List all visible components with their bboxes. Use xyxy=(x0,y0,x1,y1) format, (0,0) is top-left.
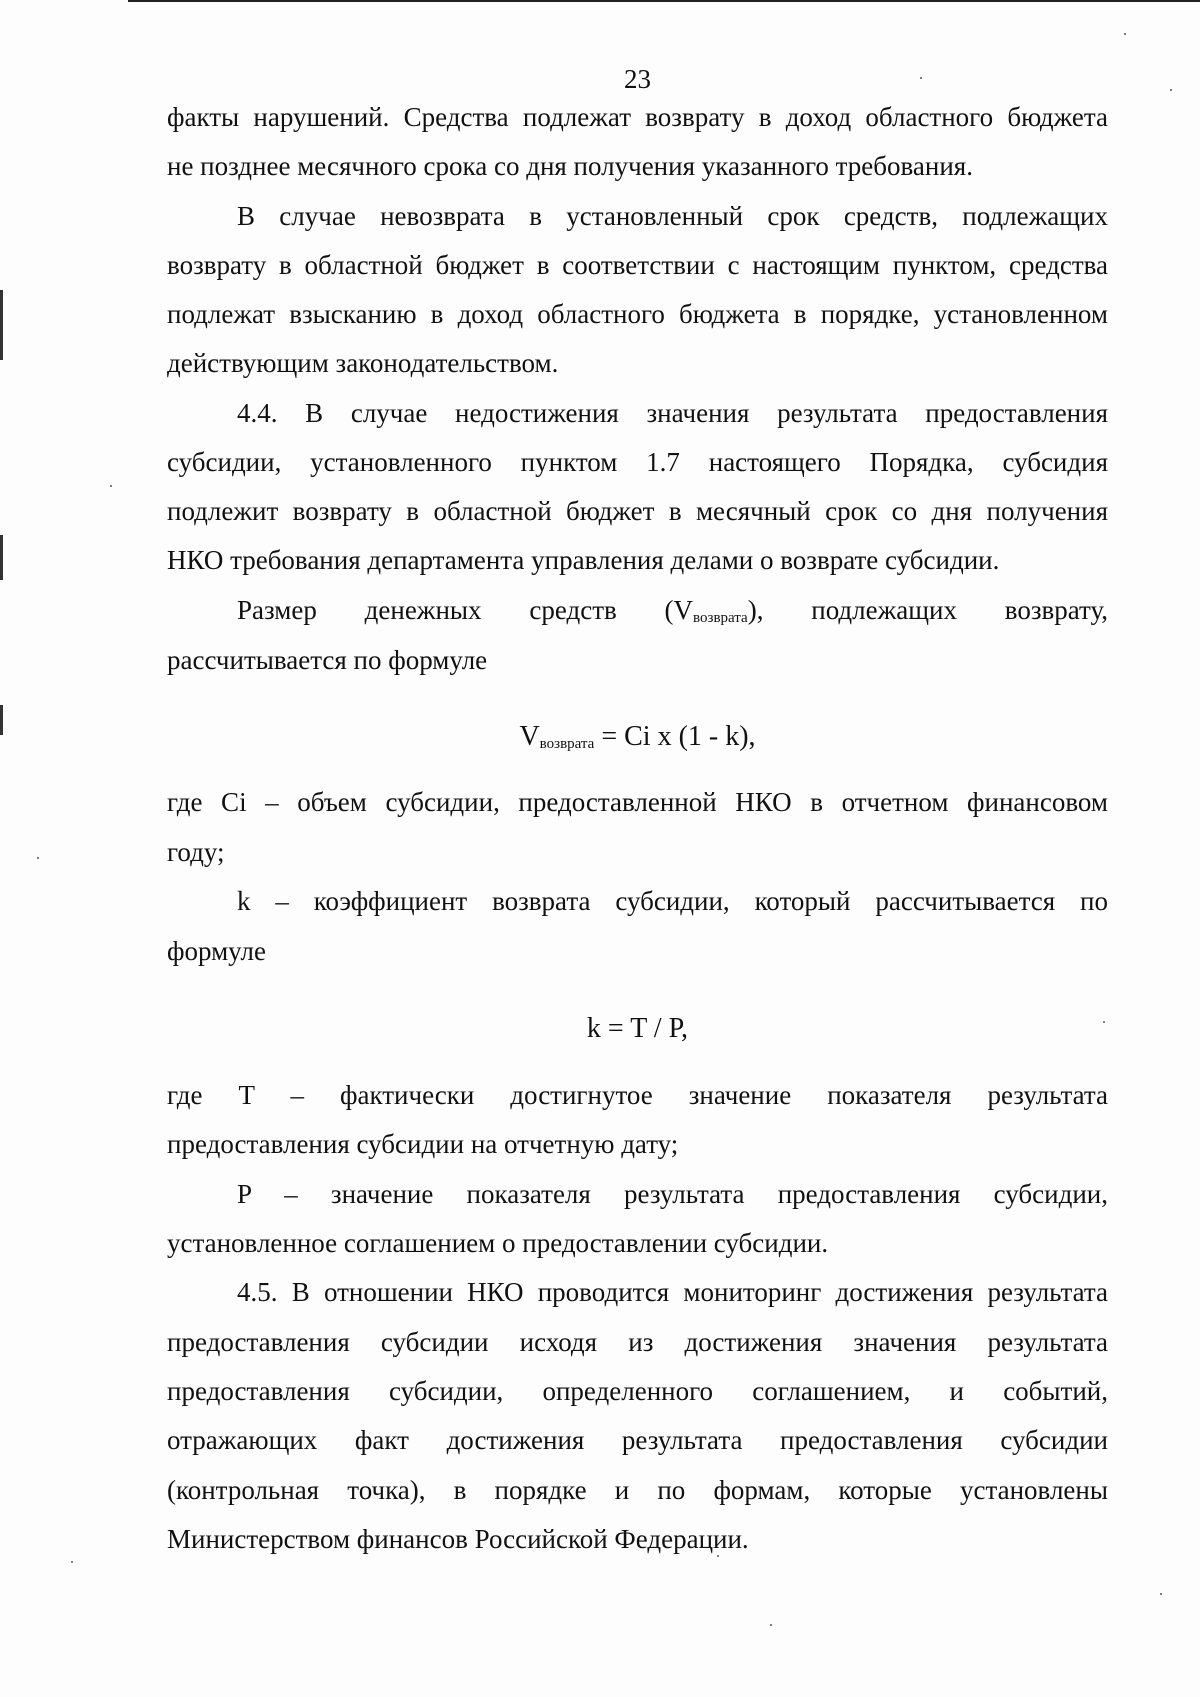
scan-speck xyxy=(717,1555,719,1557)
text-line: Министерством финансов Российской Федерации. xyxy=(167,1524,749,1554)
scan-speck xyxy=(37,857,39,859)
text-line: 4.5. В отношении НКО проводится мониторинг достижения результата xyxy=(237,1277,1108,1307)
scan-speck xyxy=(1170,89,1172,91)
text-word: средств xyxy=(529,595,617,625)
text-line: подлежит возврату в областной бюджет в месячный срок со дня получения xyxy=(167,496,1108,526)
scan-left-edge-mark xyxy=(0,535,3,580)
text-line: НКО требования департамента управления делами о возврате субсидии. xyxy=(167,545,1000,575)
scan-speck xyxy=(1160,1593,1162,1595)
scan-speck xyxy=(110,485,112,487)
text-line: P – значение показателя результата предоставления субсидии, xyxy=(237,1179,1108,1209)
text-line: В случае невозврата в установленный срок средств, подлежащих xyxy=(237,201,1108,231)
formula-v-return: $V_{возврата} = Ci$ x (1 - k), xyxy=(519,721,756,752)
scan-left-edge-mark xyxy=(0,290,3,360)
scan-speck xyxy=(1124,33,1126,35)
text-line: (контрольная точка), в порядке и по формам, которые установлены xyxy=(167,1475,1108,1505)
text-line: не позднее месячного срока со дня получения указанного требования. xyxy=(167,151,973,181)
text-line: действующим законодательством. xyxy=(167,348,559,378)
text-line: предоставления субсидии, определенного соглашением, и событий, xyxy=(167,1376,1108,1406)
text-line: k – коэффициент возврата субсидии, который рассчитывается по xyxy=(237,886,1108,916)
text-word: Размер xyxy=(237,595,317,625)
v-subscript: возврата xyxy=(693,610,748,626)
text-line: факты нарушений. Средства подлежат возврату в доход областного бюджета xyxy=(167,102,1108,132)
scan-speck xyxy=(770,1624,772,1626)
text-line: где Ci – объем субсидии, предоставленной НКО в отчетном финансовом xyxy=(167,787,1108,817)
text-line: где T – фактически достигнутое значение показателя результата xyxy=(167,1080,1108,1110)
text-line: 4.4. В случае недостижения значения результата предоставления xyxy=(237,398,1108,428)
scan-speck xyxy=(920,77,922,79)
text-line: субсидии, установленного пунктом 1.7 настоящего Порядка, субсидия xyxy=(167,447,1108,477)
text-line: предоставления субсидии на отчетную дату; xyxy=(167,1129,679,1159)
v-symbol: $(V_{возврата})$, xyxy=(664,595,764,626)
text-line: предоставления субсидии исходя из достижения значения результата xyxy=(167,1327,1108,1357)
text-line: возврату в областной бюджет в соответствии с настоящим пунктом, средства xyxy=(167,250,1108,280)
text-word: возврату, xyxy=(1004,595,1109,625)
text-word: денежных xyxy=(364,595,482,625)
text-line: формуле xyxy=(167,936,266,966)
text-word: подлежащих xyxy=(811,595,957,625)
text-line: установленное соглашением о предоставлении субсидии. xyxy=(167,1228,829,1258)
scan-speck xyxy=(71,1561,73,1563)
text-line: году; xyxy=(167,837,225,867)
text-line xyxy=(167,586,1108,643)
page-number: 23 xyxy=(624,64,651,94)
formula-subscript: возврата xyxy=(539,736,595,752)
text-line: подлежат взысканию в доход областного бюджета в порядке, установленном xyxy=(167,299,1108,329)
text-line: отражающих факт достижения результата предоставления субсидии xyxy=(167,1425,1108,1455)
text-line: рассчитывается по формуле xyxy=(167,645,488,675)
scan-speck xyxy=(1103,1021,1105,1023)
formula-k: k = T / P, xyxy=(586,1013,689,1044)
scan-top-edge xyxy=(128,0,1200,2)
